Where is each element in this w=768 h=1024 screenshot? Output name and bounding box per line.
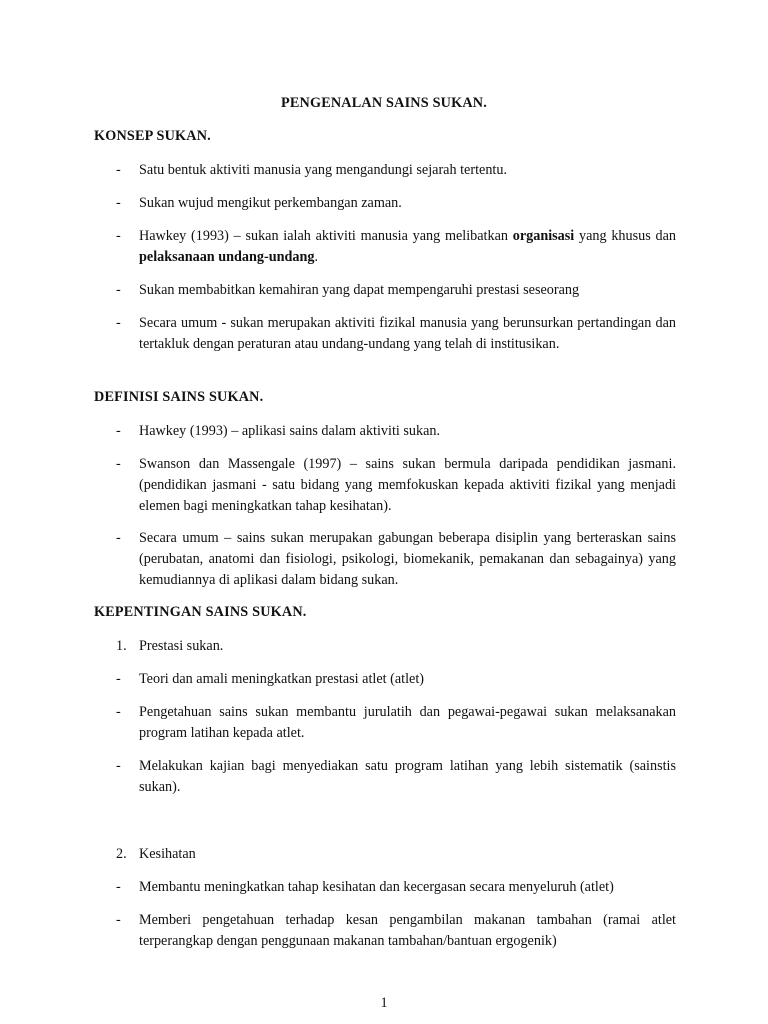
list-item <box>94 193 676 214</box>
list-item <box>94 669 676 690</box>
list-item <box>94 421 676 442</box>
text-segment: Hawkey (1993) – sukan ialah aktiviti manusia yang melibatkan <box>139 228 513 244</box>
list-item <box>94 910 676 952</box>
bullet-marker: - <box>116 315 121 331</box>
bullet-marker: - <box>116 912 121 928</box>
list-item-text <box>139 226 676 268</box>
bullet-marker: - <box>116 530 121 546</box>
list-item-text: Prestasi sukan. <box>139 638 224 654</box>
bullet-marker: - <box>116 162 121 178</box>
number-marker: 2. <box>116 846 127 862</box>
bullet-marker: - <box>116 282 121 298</box>
list-item-text: Membantu meningkatkan tahap kesihatan dan kecergasan secara menyeluruh (atlet) <box>139 879 614 895</box>
list-item <box>94 280 676 301</box>
list-item-text: Melakukan kajian bagi menyediakan satu program latihan yang lebih sistematik (sainstis sukan). <box>139 758 676 795</box>
list-item <box>94 313 676 355</box>
list-item <box>94 160 676 181</box>
text-segment: . <box>314 249 319 265</box>
list-item <box>94 702 676 744</box>
list-item-text: Hawkey (1993) – aplikasi sains dalam aktiviti sukan. <box>139 423 441 439</box>
numbered-item <box>94 844 676 865</box>
bullet-marker: - <box>116 423 121 439</box>
list-item <box>94 756 676 798</box>
section-heading-kepentingan: KEPENTINGAN SAINS SUKAN. <box>94 604 307 620</box>
list-item-text: Secara umum – sains sukan merupakan gabungan beberapa disiplin yang berteraskan sains (perubatan, anatomi dan fisiologi, psikologi, biomekanik, pemakanan dan sebagainya) yang kemudiannya di aplikasi dalam bidang sukan. <box>139 530 676 588</box>
list-item <box>94 226 676 268</box>
section-heading-definisi: DEFINISI SAINS SUKAN. <box>94 389 264 405</box>
list-item-text: Pengetahuan sains sukan membantu jurulatih dan pegawai-pegawai sukan melaksanakan program latihan kepada atlet. <box>139 704 676 741</box>
list-item <box>94 454 676 517</box>
bold-term-pelaksanaan: pelaksanaan undang-undang <box>139 249 315 265</box>
list-item-text: Memberi pengetahuan terhadap kesan pengambilan makanan tambahan (ramai atlet terperangkap dengan penggunaan makanan tambahan/bantuan ergogenik) <box>139 912 676 949</box>
text-segment: yang khusus dan <box>574 228 676 244</box>
list-item <box>94 528 676 591</box>
list-item-text: Sukan membabitkan kemahiran yang dapat mempengaruhi prestasi seseorang <box>139 282 580 298</box>
bullet-marker: - <box>116 879 121 895</box>
list-item-text: Sukan wujud mengikut perkembangan zaman. <box>139 195 402 211</box>
page-number: 1 <box>380 995 388 1011</box>
list-item <box>94 877 676 898</box>
number-marker: 1. <box>116 638 127 654</box>
list-item-text: Swanson dan Massengale (1997) – sains sukan bermula daripada pendidikan jasmani. (pendidikan jasmani - satu bidang yang memfokuskan kepada aktiviti fizikal yang menjadi elemen bagi meningkatkan tahap kesihatan). <box>139 456 676 514</box>
bullet-marker: - <box>116 228 121 244</box>
bullet-marker: - <box>116 671 121 687</box>
bold-term-organisasi: organisasi <box>512 228 575 244</box>
numbered-item <box>94 636 676 657</box>
bullet-marker: - <box>116 758 121 774</box>
list-item-text: Kesihatan <box>139 846 196 862</box>
list-item-text: Secara umum - sukan merupakan aktiviti fizikal manusia yang berunsurkan pertandingan dan tertakluk dengan peraturan atau undang-undang yang telah di institusikan. <box>139 315 676 352</box>
bullet-marker: - <box>116 704 121 720</box>
list-item-text: Teori dan amali meningkatkan prestasi atlet (atlet) <box>139 671 425 687</box>
section-heading-konsep: KONSEP SUKAN. <box>94 128 211 144</box>
list-item-text: Satu bentuk aktiviti manusia yang mengandungi sejarah tertentu. <box>139 162 507 178</box>
bullet-marker: - <box>116 456 121 472</box>
bullet-marker: - <box>116 195 121 211</box>
document-title: PENGENALAN SAINS SUKAN. <box>280 95 488 111</box>
